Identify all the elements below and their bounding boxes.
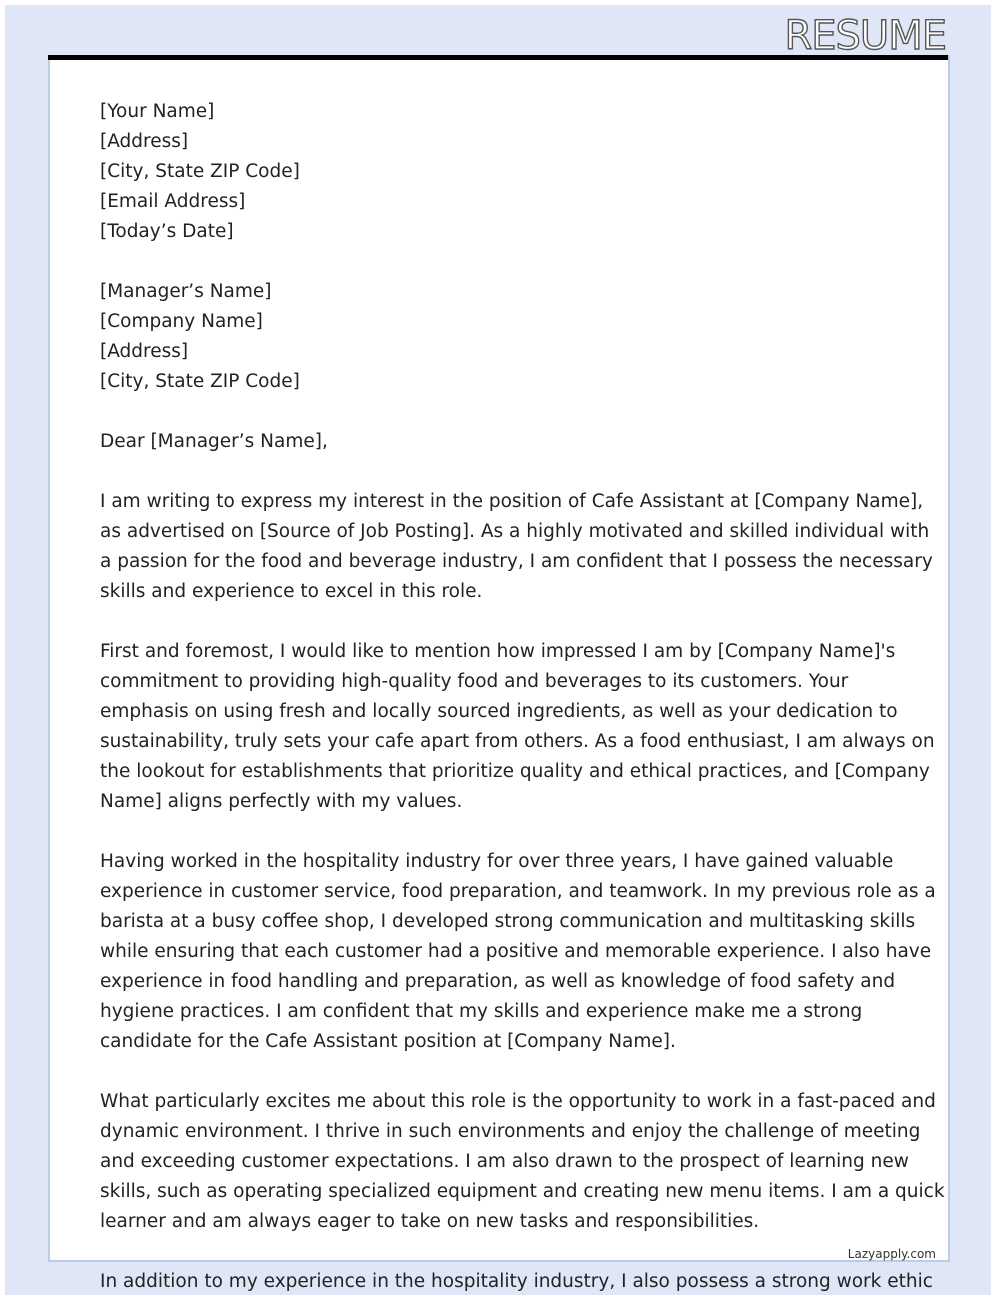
paragraph-line: barista at a busy coffee shop, I developed strong communication and multitasking skills (100, 911, 916, 932)
paragraph-line: a passion for the food and beverage industry, I am confident that I possess the necessary (100, 551, 933, 572)
paragraph-line: experience in customer service, food preparation, and teamwork. In my previous role as a (100, 881, 936, 902)
paragraph-line: while ensuring that each customer had a positive and memorable experience. I also have (100, 941, 932, 962)
sender-city-state-zip: [City, State ZIP Code] (100, 161, 300, 182)
sender-block (100, 97, 900, 247)
paragraph-line: Having worked in the hospitality industry for over three years, I have gained valuable (100, 851, 894, 872)
paragraph-line: skills, such as operating specialized equipment and creating new menu items. I am a quick (100, 1181, 945, 1202)
paragraph-line: the lookout for establishments that prioritize quality and ethical practices, and [Company (100, 761, 930, 782)
sender-email: [Email Address] (100, 191, 246, 212)
paragraph-line: as advertised on [Source of Job Posting]. As a highly motivated and skilled individual with (100, 521, 930, 542)
paragraph-line: and exceeding customer expectations. I am also drawn to the prospect of learning new (100, 1151, 909, 1172)
paragraph-work-ethic (100, 1267, 933, 1297)
cover-letter-body (100, 97, 945, 1297)
resume-title: RESUME (784, 13, 946, 59)
spacer (100, 817, 900, 847)
spacer (100, 397, 900, 427)
paragraph-line: experience in food handling and preparation, as well as knowledge of food safety and (100, 971, 896, 992)
sender-address: [Address] (100, 131, 189, 152)
recipient-manager-name: [Manager’s Name] (100, 281, 272, 302)
paragraph-line: dynamic environment. I thrive in such environments and enjoy the challenge of meeting (100, 1121, 921, 1142)
paragraph-line: What particularly excites me about this role is the opportunity to work in a fast-paced and (100, 1091, 936, 1112)
paragraph-line: commitment to providing high-quality food and beverages to its customers. Your (100, 671, 849, 692)
recipient-block (100, 277, 900, 397)
paragraph-line: First and foremost, I would like to mention how impressed I am by [Company Name]'s (100, 641, 896, 662)
recipient-city-state-zip: [City, State ZIP Code] (100, 371, 300, 392)
spacer (100, 247, 900, 277)
spacer (100, 1057, 900, 1087)
paragraph-line: candidate for the Cafe Assistant position at [Company Name]. (100, 1031, 676, 1052)
paragraph-line: hygiene practices. I am confident that my skills and experience make me a strong (100, 1001, 863, 1022)
sender-date: [Today’s Date] (100, 221, 234, 242)
watermark-text: Lazyapply.com (847, 1247, 936, 1261)
paragraph-line: Name] aligns perfectly with my values. (100, 791, 463, 812)
spacer (100, 607, 900, 637)
recipient-company-name: [Company Name] (100, 311, 263, 332)
recipient-address: [Address] (100, 341, 189, 362)
paragraph-line: sustainability, truly sets your cafe apart from others. As a food enthusiast, I am always on (100, 731, 935, 752)
spacer (100, 457, 900, 487)
paragraph-company (100, 637, 935, 817)
paragraph-line: I am writing to express my interest in the position of Cafe Assistant at [Company Name], (100, 491, 924, 512)
sender-name: [Your Name] (100, 101, 215, 122)
salutation: Dear [Manager’s Name], (100, 431, 328, 452)
paragraph-line: learner and am always eager to take on new tasks and responsibilities. (100, 1211, 760, 1232)
paragraph-role-interest (100, 1087, 945, 1237)
spacer (100, 1237, 900, 1267)
paragraph-line: skills and experience to excel in this role. (100, 581, 483, 602)
paragraph-intro (100, 487, 933, 607)
paragraph-experience (100, 847, 936, 1057)
paragraph-line: emphasis on using fresh and locally sourced ingredients, as well as your dedication to (100, 701, 898, 722)
paragraph-line: In addition to my experience in the hospitality industry, I also possess a strong work ethic (100, 1271, 933, 1292)
